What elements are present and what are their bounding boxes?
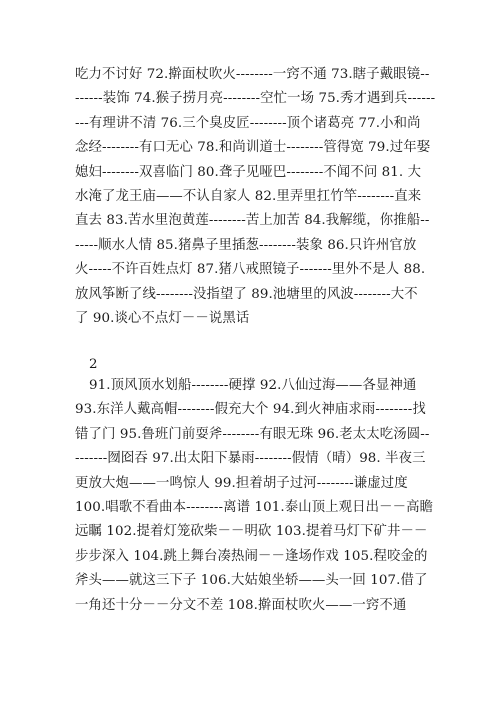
text-line: 93.东洋人戴高帽--------假充大个 94.到火神庙求雨--------找 (75, 402, 426, 418)
text-line: 91.顶风顶水划船--------硬撑 92.八仙过海——各显神通 (89, 378, 417, 393)
text-line: 100.唱歌不看曲本--------离谱 101.泰山顶上观日出－－高瞻 (75, 500, 434, 516)
text-line: 放风筝断了线--------没指望了 89.池塘里的风波--------大不 (75, 286, 418, 302)
text-line: 水淹了龙王庙——不认自家人 82.里弄里扛竹竿--------直来 (75, 189, 422, 205)
text-section-2 (75, 374, 436, 618)
text-line: 吃力不讨好 72.擀面杖吹火--------一窍不通 73.瞎子戴眼镜-- (75, 67, 430, 82)
text-line: 一角还十分－－分文不差 108.擀面杖吹火——一窍不通 (75, 597, 407, 613)
text-line: -------囫囵吞 97.出太阳下暴雨--------假情（晴）98. 半夜三 (75, 451, 426, 467)
text-line: 直去 83.苦水里泡黄莲--------苦上加苦 84.我解缆，你推船-- (75, 213, 430, 229)
text-line: -----顺水人情 85.猪鼻子里插葱--------装象 86.只许州官放 (75, 237, 417, 253)
text-line: 媳妇--------双喜临门 80.聋子见哑巴--------不闻不问 81. 大 (75, 164, 422, 180)
text-line: 了 90.谈心不点灯－－说黑话 (75, 311, 250, 327)
text-section-1 (75, 63, 436, 331)
text-line: 远瞩 102.提着灯笼砍柴－－明砍 103.提着马灯下矿井－－ (75, 524, 428, 540)
text-line: 火-----不许百姓点灯 87.猪八戒照镜子-------里外不是人 88. (75, 262, 426, 278)
text-line: 斧头——就这三下子 106.大姑娘坐轿——头一回 107.借了 (75, 573, 428, 589)
text-line: 更放大炮——一鸣惊人 99.担着胡子过河--------谦虚过度 (75, 475, 408, 491)
text-line: ------装饰 74.猴子捞月亮--------空忙一场 75.秀才遇到兵------ (75, 91, 436, 107)
text-line: 念经--------有口无心 78.和尚训道士--------管得宽 79.过年娶 (75, 140, 431, 156)
text-line: 步步深入 104.跳上舞台凑热闹－－逢场作戏 105.程咬金的 (75, 548, 428, 564)
page-number: 2 (89, 357, 98, 372)
text-line: 错了门 95.鲁班门前耍斧--------有眼无珠 96.老太太吃汤圆-- (75, 426, 430, 442)
text-line: ---有理讲不清 76.三个臭皮匠--------顶个诸葛亮 77.小和尚 (75, 115, 421, 131)
